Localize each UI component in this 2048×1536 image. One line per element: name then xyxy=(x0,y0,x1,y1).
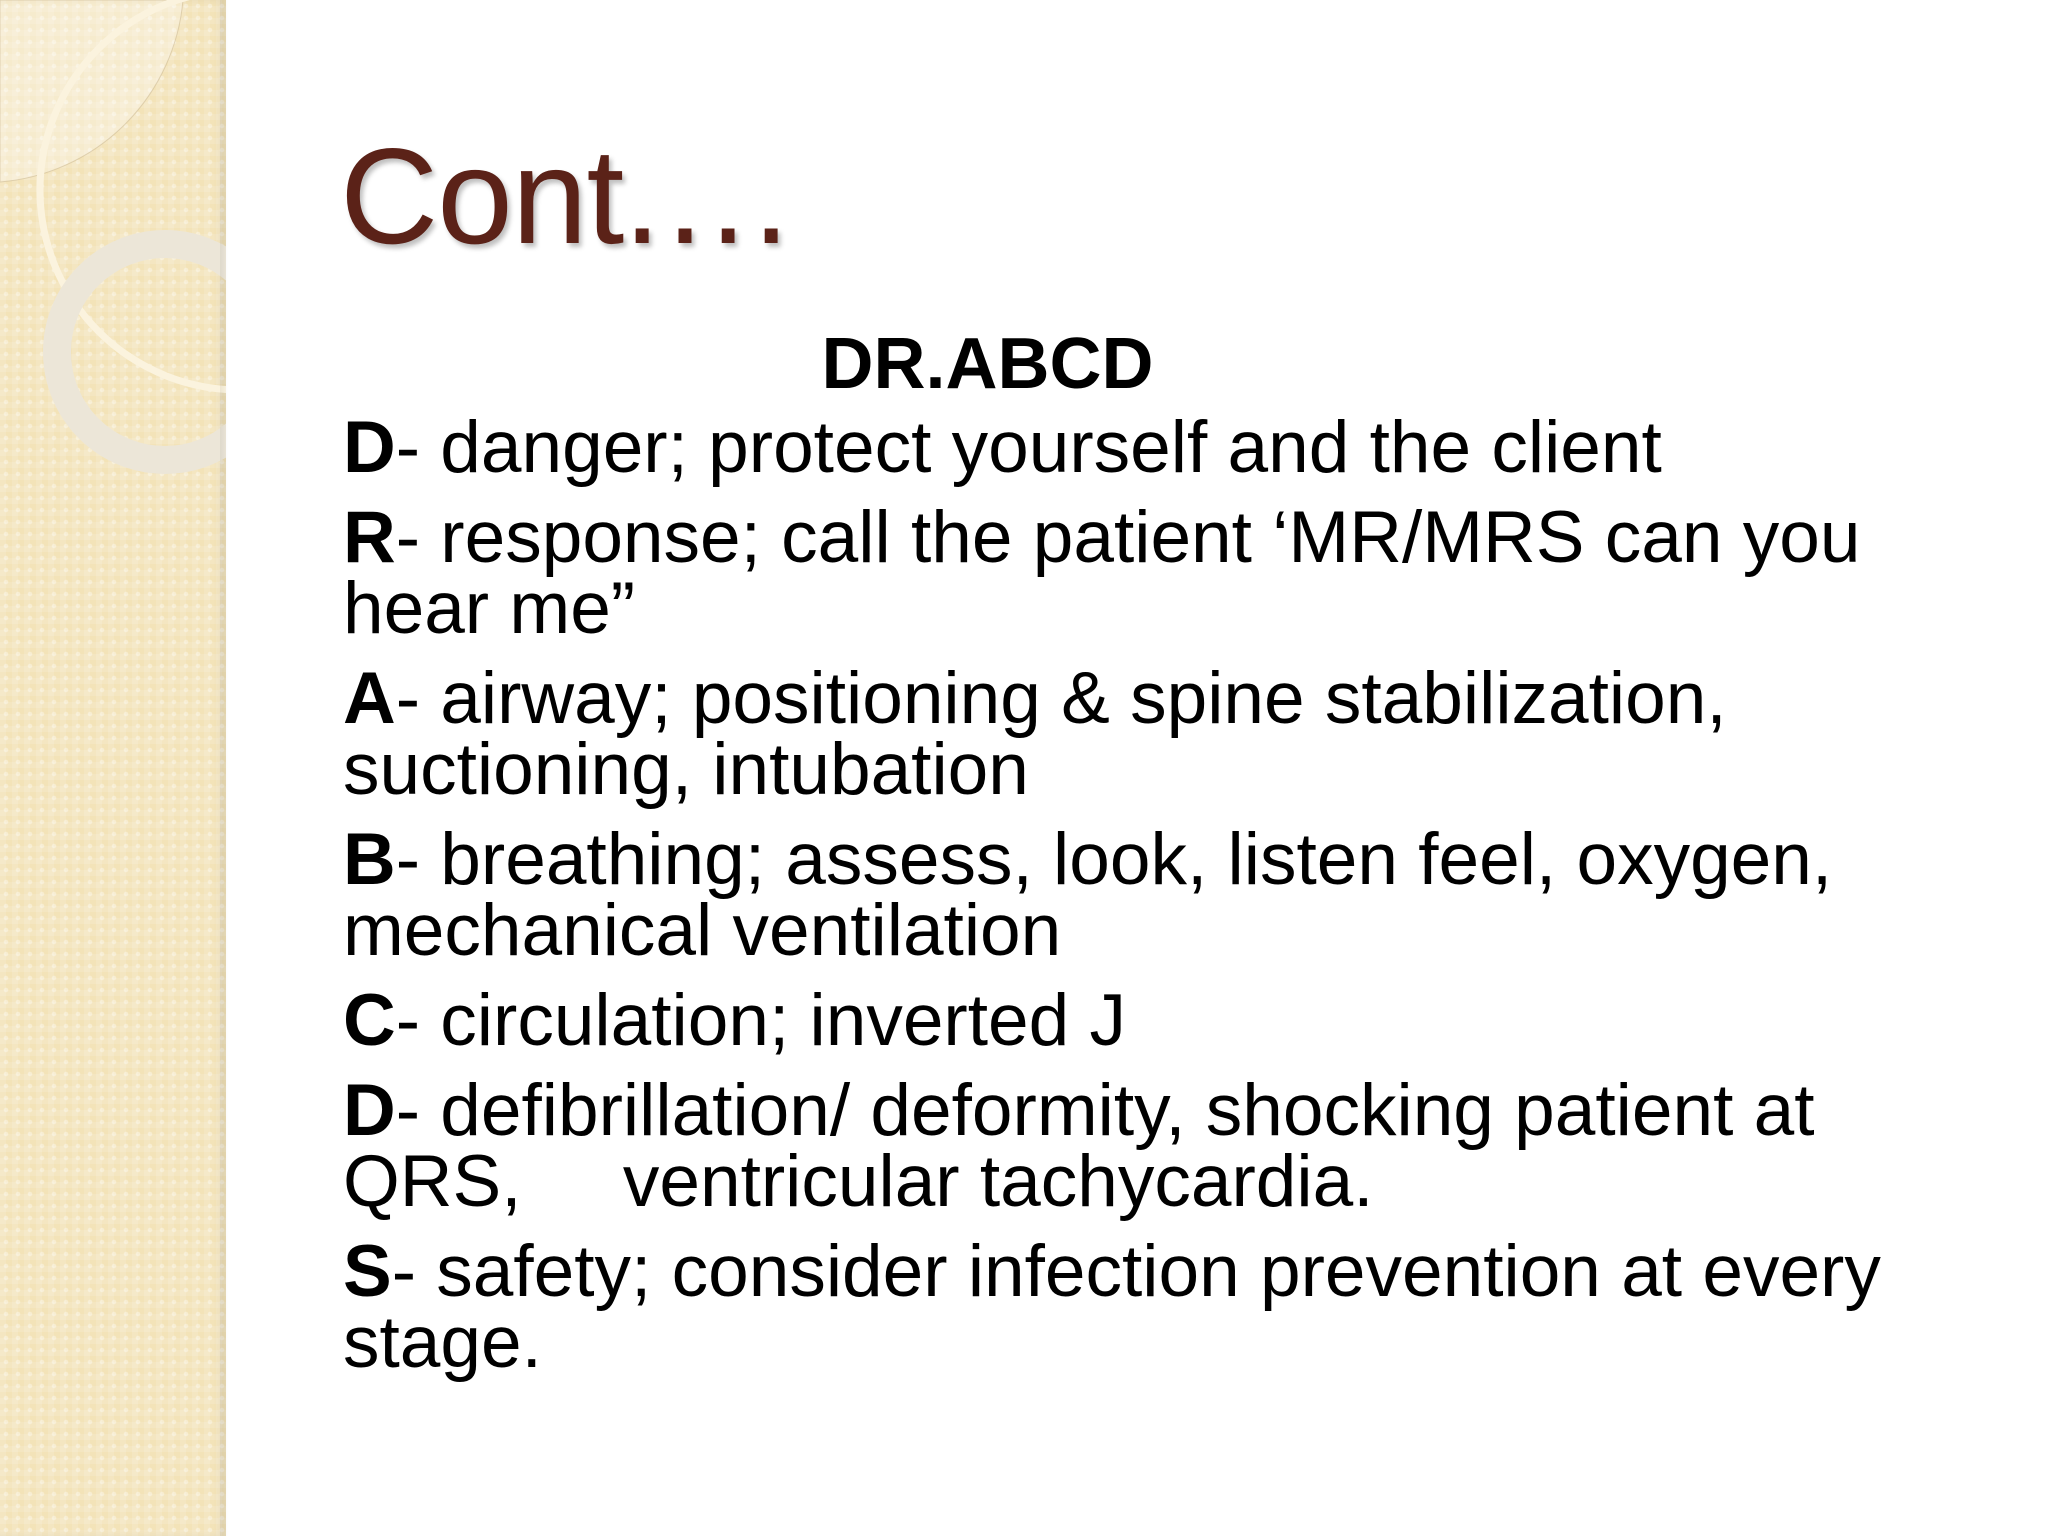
list-item-defibrillation xyxy=(343,1070,1953,1222)
list-item-danger xyxy=(343,407,1953,488)
item-letter: D xyxy=(343,407,396,488)
slide-subtitle: DR.ABCD xyxy=(821,324,1154,404)
item-text: - breathing; assess, look, listen feel, oxygen, mechanical ventilation xyxy=(343,819,1853,971)
list-item-safety xyxy=(343,1231,1953,1383)
item-letter: R xyxy=(343,497,396,578)
item-text: - defibrillation/ deformity, shocking patient at QRS, ventricular tachycardia. xyxy=(343,1070,1835,1222)
list-item-breathing xyxy=(343,819,1953,971)
bullet-list xyxy=(343,407,1953,1397)
list-item-airway xyxy=(343,658,1953,810)
item-letter: A xyxy=(343,658,396,739)
decorative-sidebar xyxy=(0,0,226,1536)
item-letter: C xyxy=(343,980,396,1061)
item-letter: D xyxy=(343,1070,396,1151)
ring-decoration-icon xyxy=(0,0,226,1536)
item-text: - safety; consider infection prevention at every stage. xyxy=(343,1231,1902,1383)
slide-title: Cont.… xyxy=(340,120,796,272)
item-letter: S xyxy=(343,1231,392,1312)
item-text: - circulation; inverted J xyxy=(395,980,1127,1061)
list-item-response xyxy=(343,497,1953,649)
item-text: - danger; protect yourself and the client xyxy=(395,407,1662,488)
item-text: - airway; positioning & spine stabilization, suctioning, intubation xyxy=(343,658,1747,810)
list-item-circulation xyxy=(343,980,1953,1061)
item-text: - response; call the patient ‘MR/MRS can you hear me” xyxy=(343,497,1881,649)
item-letter: B xyxy=(343,819,396,900)
sidebar-edge xyxy=(220,0,228,1536)
